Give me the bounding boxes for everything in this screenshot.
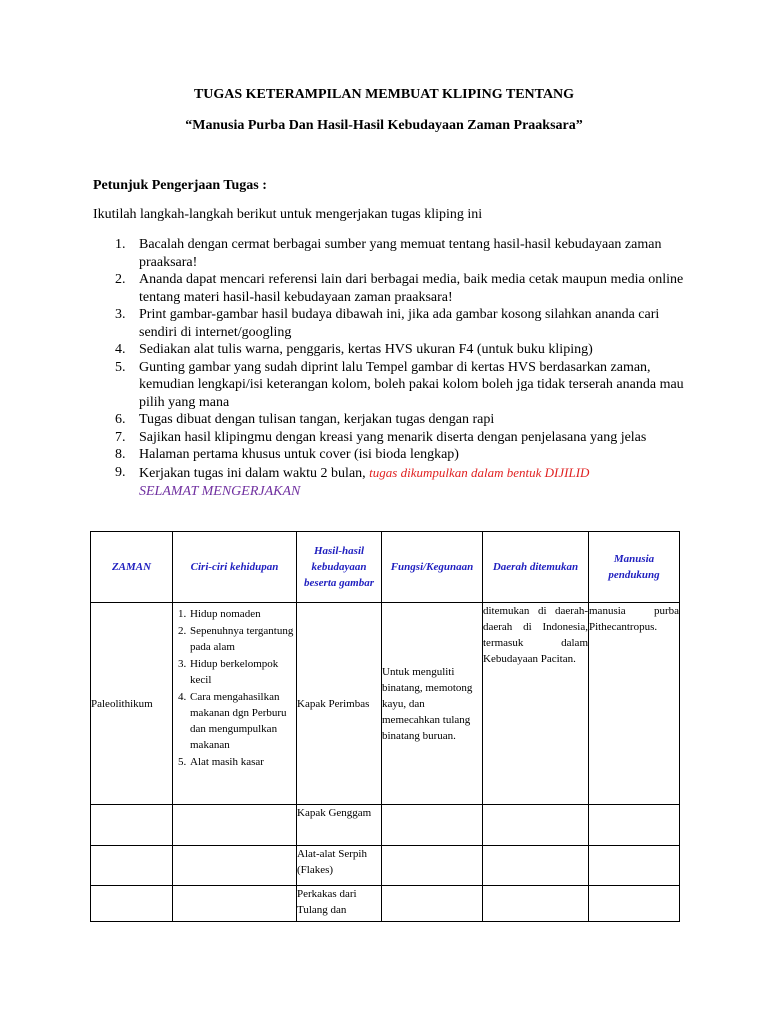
step-number: 1. [115, 237, 126, 252]
instructions-heading: Petunjuk Pengerjaan Tugas : [93, 178, 267, 193]
list-item [173, 753, 296, 770]
step-item [93, 359, 693, 412]
cell-ciri [173, 805, 297, 846]
cell-zaman [91, 846, 173, 886]
step-text: Tugas dibuat dengan tulisan tangan, kerjakan tugas dengan rapi [139, 412, 495, 427]
step-item [93, 271, 693, 306]
ciri-text: Cara mengahasilkan makanan dgn Perburu dan mengumpulkan makanan [190, 691, 287, 751]
cell-manusia: manusia purba Pithecantropus. [589, 603, 680, 805]
list-item [173, 605, 296, 622]
cell-manusia [589, 846, 680, 886]
ciri-text: Sepenuhnya tergantung pada alam [190, 625, 294, 653]
cell-daerah [483, 805, 589, 846]
header-manusia: Manusia pendukung [589, 532, 680, 603]
cell-daerah [483, 886, 589, 922]
list-item [173, 655, 296, 688]
list-item [173, 622, 296, 655]
instructions-intro: Ikutilah langkah-langkah berikut untuk mengerjakan tugas kliping ini [93, 207, 483, 222]
cell-ciri [173, 603, 297, 805]
table-row [91, 805, 680, 846]
cell-hasil: Kapak Genggam [297, 805, 382, 846]
step-item [93, 411, 693, 429]
cell-manusia [589, 805, 680, 846]
document-subtitle: “Manusia Purba Dan Hasil-Hasil Kebudayaan Zaman Praaksara” [185, 118, 583, 133]
table-header-row [91, 532, 680, 603]
step-text: Ananda dapat mencari referensi lain dari berbagai media, baik media cetak maupun media online tentang materi hasil-hasil kebudayaan zaman praaksara! [139, 272, 684, 305]
step-item [93, 236, 693, 271]
cell-fungsi: Untuk menguliti binatang, memotong kayu, dan memecahkan tulang binatang buruan. [382, 603, 483, 805]
closing-message: SELAMAT MENGERJAKAN [139, 484, 301, 499]
cell-zaman [91, 805, 173, 846]
header-ciri: Ciri-ciri kehidupan [173, 532, 297, 603]
step-item [93, 464, 693, 483]
ciri-text: Hidup nomaden [190, 608, 261, 620]
cell-fungsi [382, 805, 483, 846]
step-text: Sajikan hasil klipingmu dengan kreasi yang menarik diserta dengan penjelasana yang jelas [139, 429, 647, 445]
ciri-number: 1. [178, 608, 187, 620]
ciri-number: 3. [178, 658, 187, 670]
step-number: 3. [115, 307, 126, 322]
step-text: Print gambar-gambar hasil budaya dibawah ini, jika ada gambar kosong silahkan ananda cari sendiri di internet/googling [139, 307, 660, 340]
step-number: 8. [115, 447, 126, 462]
step-number: 7. [115, 429, 126, 445]
step-number: 4. [115, 342, 126, 357]
ciri-number: 2. [178, 625, 187, 637]
instruction-steps [93, 236, 693, 482]
list-item [173, 688, 296, 753]
cell-zaman: Paleolithikum [91, 603, 173, 805]
cell-zaman [91, 886, 173, 922]
kliping-table [90, 531, 680, 922]
step-text: Bacalah dengan cermat berbagai sumber yang memuat tentang hasil-hasil kebudayaan zaman praaksara! [139, 237, 662, 270]
step-text: Halaman pertama khusus untuk cover (isi bioda lengkap) [139, 447, 459, 462]
cell-ciri [173, 886, 297, 922]
table-row [91, 886, 680, 922]
step-number: 2. [115, 272, 126, 287]
cell-hasil: Alat-alat Serpih (Flakes) [297, 846, 382, 886]
ciri-text: Alat masih kasar [190, 756, 264, 768]
cell-manusia [589, 886, 680, 922]
table-row [91, 846, 680, 886]
header-fungsi: Fungsi/Kegunaan [382, 532, 483, 603]
cell-daerah [483, 846, 589, 886]
step-text: Sediakan alat tulis warna, penggaris, kertas HVS ukuran F4 (untuk buku kliping) [139, 342, 593, 357]
step-item [93, 429, 693, 447]
cell-fungsi [382, 846, 483, 886]
step-item [93, 446, 693, 464]
cell-daerah: ditemukan di daerah-daerah di Indonesia, termasuk dalam Kebudayaan Pacitan. [483, 603, 589, 805]
cell-hasil: Perkakas dari Tulang dan [297, 886, 382, 922]
ciri-list [173, 605, 296, 770]
header-zaman: ZAMAN [91, 532, 173, 603]
step-text: Gunting gambar yang sudah diprint lalu Tempel gambar di kertas HVS berdasarkan zaman, kemudian lengkapi/isi keterangan kolom, boleh pakai kolom boleh jga tidak terserah ananda mau pilih yang mana [139, 359, 684, 410]
cell-fungsi [382, 886, 483, 922]
step-text: Kerjakan tugas ini dalam waktu 2 bulan, [139, 465, 370, 481]
ciri-text: Hidup berkelompok kecil [190, 658, 279, 686]
cell-hasil: Kapak Perimbas [297, 603, 382, 805]
document-title: TUGAS KETERAMPILAN MEMBUAT KLIPING TENTANG [193, 87, 575, 102]
table-row [91, 603, 680, 805]
ciri-number: 4. [178, 691, 187, 703]
deadline-note: tugas dikumpulkan dalam bentuk DIJILID [369, 464, 590, 480]
header-daerah: Daerah ditemukan [483, 532, 589, 603]
cell-ciri [173, 846, 297, 886]
header-hasil: Hasil-hasil kebudayaan beserta gambar [297, 532, 382, 603]
ciri-number: 5. [178, 756, 187, 768]
step-number: 9. [115, 464, 126, 480]
step-number: 6. [115, 412, 126, 427]
step-item [93, 341, 693, 359]
step-item [93, 306, 693, 341]
step-number: 5. [115, 359, 126, 375]
